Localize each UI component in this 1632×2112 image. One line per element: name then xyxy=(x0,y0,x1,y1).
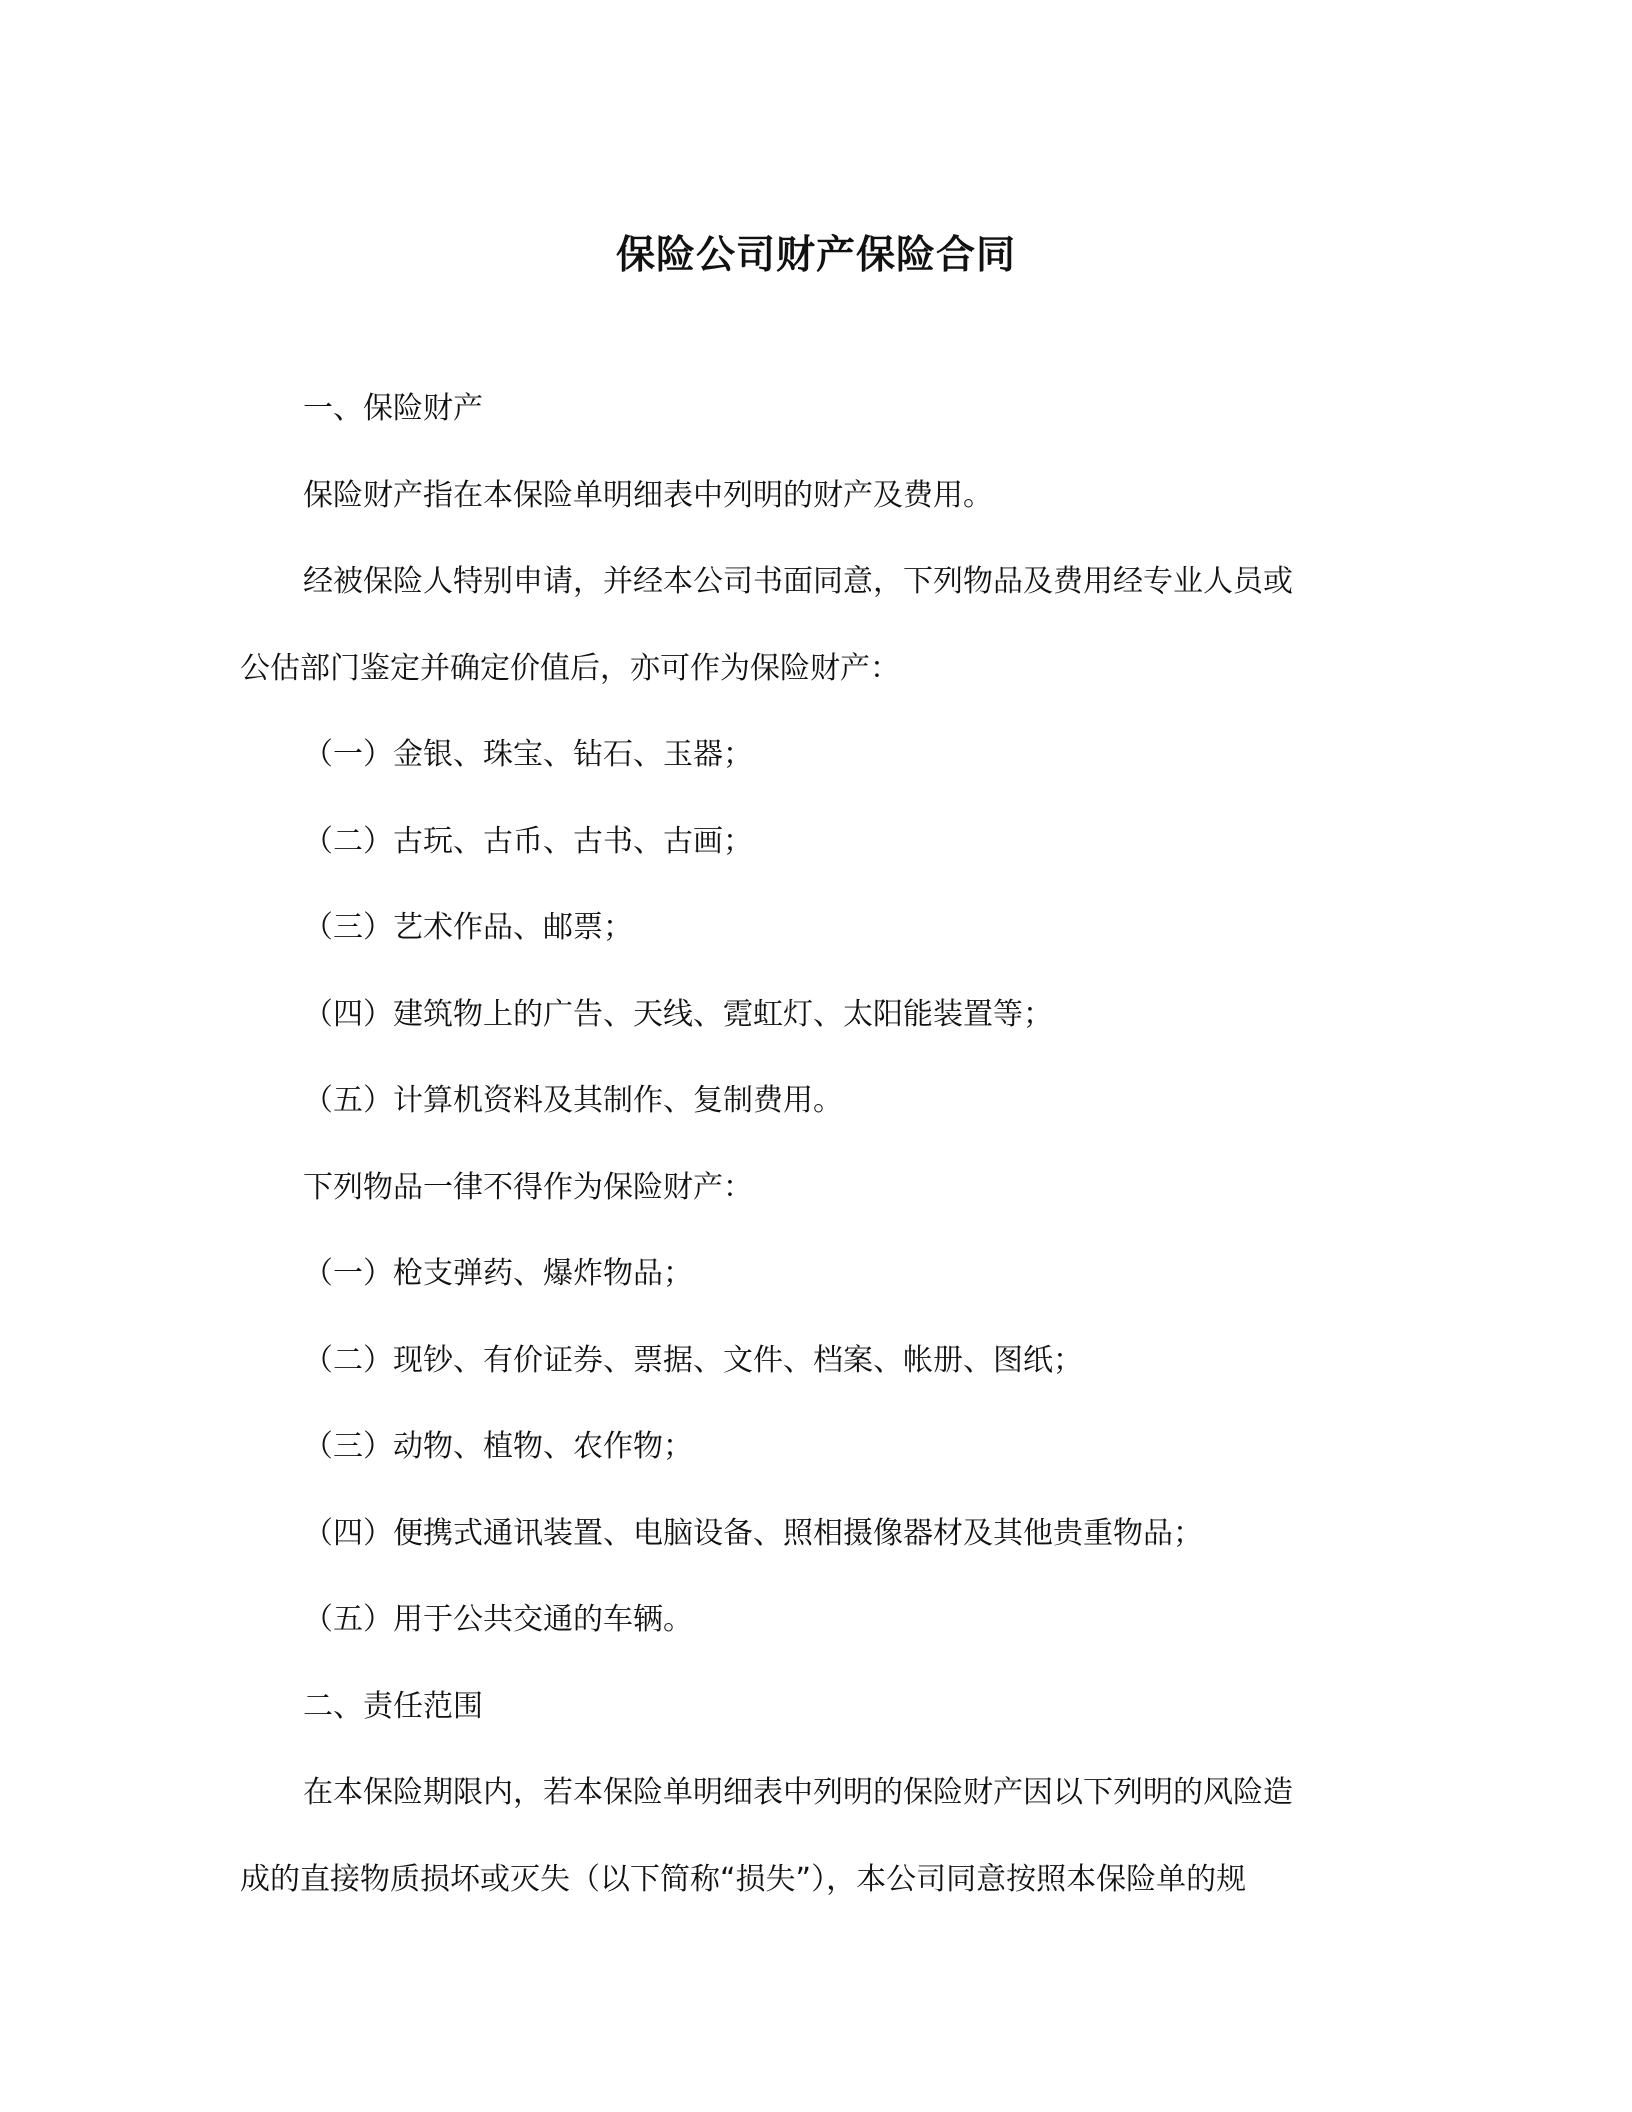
paragraph-insured-property-definition: 保险财产指在本保险单明细表中列明的财产及费用。 xyxy=(303,477,993,513)
excluded-item: （二）现钞、有价证券、票据、文件、档案、帐册、图纸； xyxy=(303,1342,1083,1378)
paragraph-liability-line1: 在本保险期限内，若本保险单明细表中列明的保险财产因以下列明的风险造 xyxy=(303,1775,1293,1810)
excluded-item: （三）动物、植物、农作物； xyxy=(303,1429,693,1464)
paragraph-excluded-intro: 下列物品一律不得作为保险财产： xyxy=(303,1169,753,1205)
excluded-item: （四）便携式通讯装置、电脑设备、照相摄像器材及其他贵重物品； xyxy=(303,1515,1203,1551)
special-item: （五）计算机资料及其制作、复制费用。 xyxy=(303,1083,843,1118)
paragraph-special-request-line2: 公估部门鉴定并确定价值后，亦可作为保险财产： xyxy=(240,650,900,686)
special-item: （一）金银、珠宝、钻石、玉器； xyxy=(303,737,753,772)
paragraph-liability-line2: 成的直接物质损坏或灭失（以下简称“损失”），本公司同意按照本保险单的规 xyxy=(240,1861,1247,1897)
special-item: （二）古玩、古币、古书、古画； xyxy=(303,823,753,859)
paragraph-special-request-line1: 经被保险人特别申请，并经本公司书面同意，下列物品及费用经专业人员或 xyxy=(303,564,1293,599)
document-body xyxy=(240,366,1360,1923)
section-heading-liability-scope: 二、责任范围 xyxy=(303,1688,483,1724)
section-heading-insured-property: 一、保险财产 xyxy=(303,391,483,426)
excluded-item: （一）枪支弹药、爆炸物品； xyxy=(303,1256,693,1291)
special-item: （三）艺术作品、邮票； xyxy=(303,910,633,945)
document-title: 保险公司财产保险合同 xyxy=(615,233,1016,278)
excluded-item: （五）用于公共交通的车辆。 xyxy=(303,1602,693,1637)
special-item: （四）建筑物上的广告、天线、霓虹灯、太阳能装置等； xyxy=(303,996,1053,1032)
